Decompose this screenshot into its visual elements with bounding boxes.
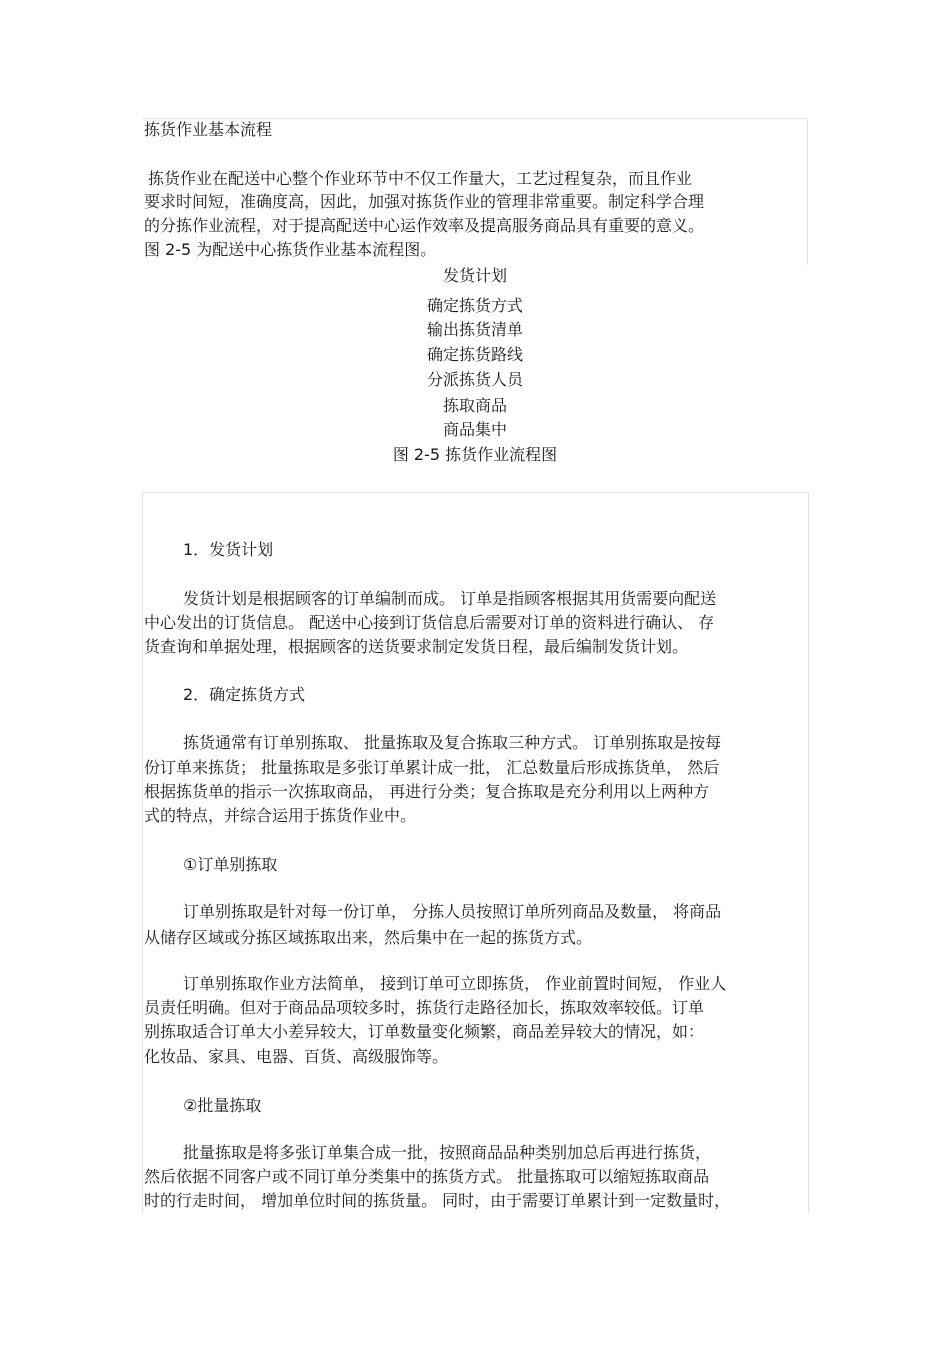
section-heading: 1．发货计划 bbox=[183, 540, 274, 559]
intro-line: 要求时间短，准确度高，因此，加强对拣货作业的管理非常重要。制定科学合理 bbox=[144, 192, 705, 211]
flow-step: 确定拣货方式 bbox=[426, 296, 523, 315]
flow-step: 商品集中 bbox=[442, 420, 507, 439]
body-line: 中心发出的订货信息。 配送中心接到订货信息后需要对订单的资料进行确认、 存 bbox=[144, 613, 715, 632]
body-line: 货查询和单据处理，根据顾客的送货要求制定发货日程，最后编制发货计划。 bbox=[144, 637, 689, 656]
body-line: 时的行走时间， 增加单位时间的拣货量。 同时，由于需要订单累计到一定数量时， bbox=[144, 1191, 731, 1210]
section-heading: 2．确定拣货方式 bbox=[183, 685, 306, 704]
figure-caption: 图 2-5 拣货作业流程图 bbox=[392, 445, 558, 464]
body-line: 员责任明确。但对于商品品项较多时，拣货行走路径加长，拣取效率较低。订单 bbox=[144, 998, 705, 1017]
flow-step: 确定拣货路线 bbox=[426, 345, 523, 364]
body-line: 式的特点，并综合运用于拣货作业中。 bbox=[144, 806, 417, 825]
body-line: 份订单来拣货； 批量拣取是多张订单累计成一批， 汇总数量后形成拣货单， 然后 bbox=[144, 758, 720, 777]
body-line: 从储存区域或分拣区域拣取出来，然后集中在一起的拣货方式。 bbox=[144, 928, 593, 947]
body-line: 批量拣取是将多张订单集合成一批，按照商品品种类别加总后再进行拣货， bbox=[183, 1143, 712, 1162]
doc-title: 拣货作业基本流程 bbox=[144, 120, 273, 139]
body-line: 拣货通常有订单别拣取、 批量拣取及复合拣取三种方式。 订单别拣取是按每 bbox=[183, 733, 722, 752]
body-line: 根据拣货单的指示一次拣取商品， 再进行分类；复合拣取是充分利用以上两种方 bbox=[144, 782, 710, 801]
intro-line: 拣货作业在配送中心整个作业环节中不仅工作量大，工艺过程复杂，而且作业 bbox=[148, 169, 693, 188]
intro-line: 的分拣作业流程，对于提高配送中心运作效率及提高服务商品具有重要的意义。 bbox=[144, 216, 705, 235]
flow-step: 拣取商品 bbox=[442, 396, 507, 415]
subsection-heading: ②批量拣取 bbox=[183, 1096, 262, 1115]
body-line: 订单别拣取作业方法简单， 接到订单可立即拣货， 作业前置时间短， 作业人 bbox=[183, 974, 727, 993]
flow-step: 分派拣货人员 bbox=[426, 370, 523, 389]
intro-line: 图 2-5 为配送中心拣货作业基本流程图。 bbox=[144, 240, 437, 259]
body-line: 发货计划是根据顾客的订单编制而成。 订单是指顾客根据其用货需要向配送 bbox=[183, 589, 717, 608]
body-line: 然后依据不同客户或不同订单分类集中的拣货方式。 批量拣取可以缩短拣取商品 bbox=[144, 1167, 710, 1186]
body-line: 别拣取适合订单大小差异较大，订单数量变化频繁，商品差异较大的情况，如： bbox=[144, 1022, 705, 1041]
body-line: 订单别拣取是针对每一份订单， 分拣人员按照订单所列商品及数量， 将商品 bbox=[183, 902, 722, 921]
flow-step: 发货计划 bbox=[442, 266, 507, 285]
subsection-heading: ①订单别拣取 bbox=[183, 855, 278, 874]
body-line: 化妆品、家具、电器、百货、高级服饰等。 bbox=[144, 1047, 449, 1066]
flow-step: 输出拣货清单 bbox=[426, 320, 523, 339]
